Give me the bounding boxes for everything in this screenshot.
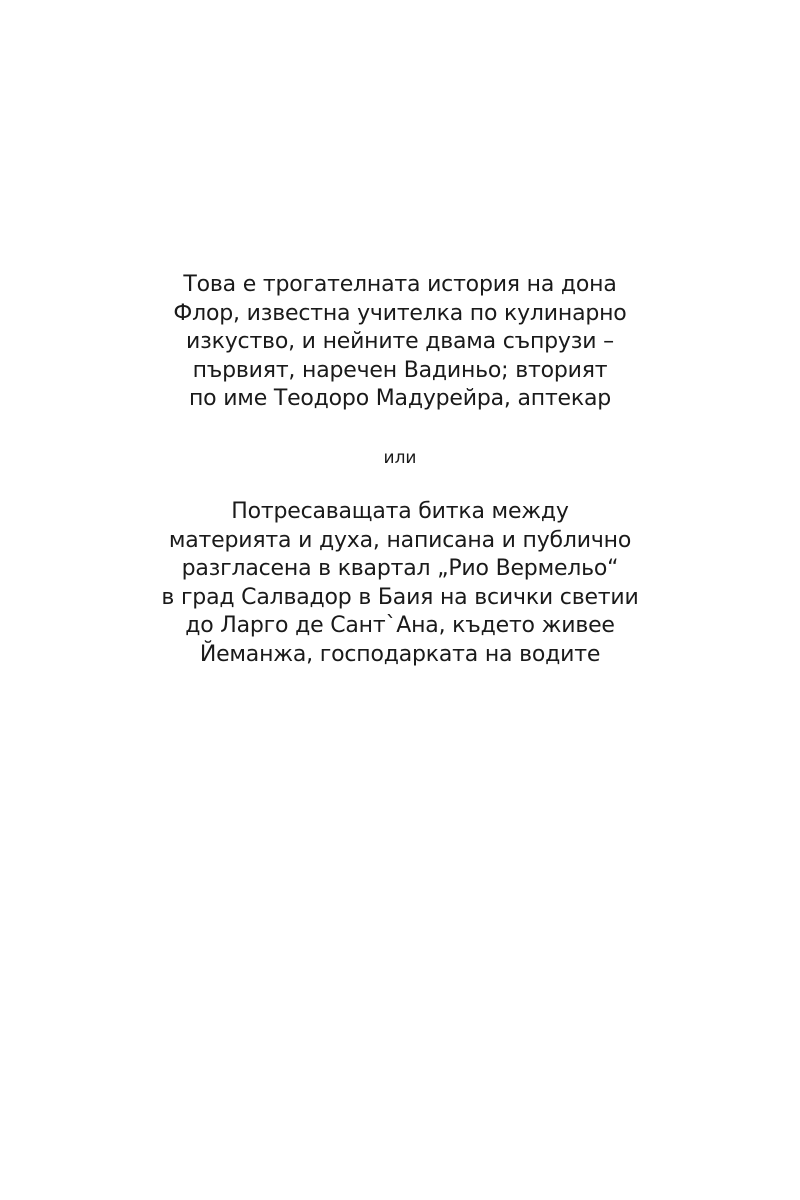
separator-word: или — [383, 448, 417, 468]
title-line-5: по име Теодоро Мадурейра, аптекар — [188, 386, 612, 412]
subtitle-line-5: до Ларго де Сант`Ана, където живее — [185, 613, 615, 639]
title-line-4: първият, наречен Вадиньо; вторият — [192, 357, 608, 383]
subtitle-line-6: Йеманжа, господарката на водите — [199, 641, 601, 667]
subtitle-line-2: материята и духа, написана и публично — [168, 527, 632, 553]
title-line-2: Флор, известна учителка по кулинарно — [173, 300, 627, 326]
subtitle-paragraph — [0, 498, 800, 670]
subtitle-line-4: в град Салвадор в Баия на всички светии — [161, 584, 639, 610]
subtitle-line-3: разгласена в квартал „Рио Вермельо“ — [181, 556, 619, 582]
title-line-3: изкуство, и нейните двама съпрузи – — [186, 329, 614, 355]
subtitle-line-1: Потресаващата битка между — [231, 499, 569, 524]
title-paragraph — [0, 271, 800, 414]
title-line-1: Това е трогателната история на дона — [183, 272, 617, 297]
